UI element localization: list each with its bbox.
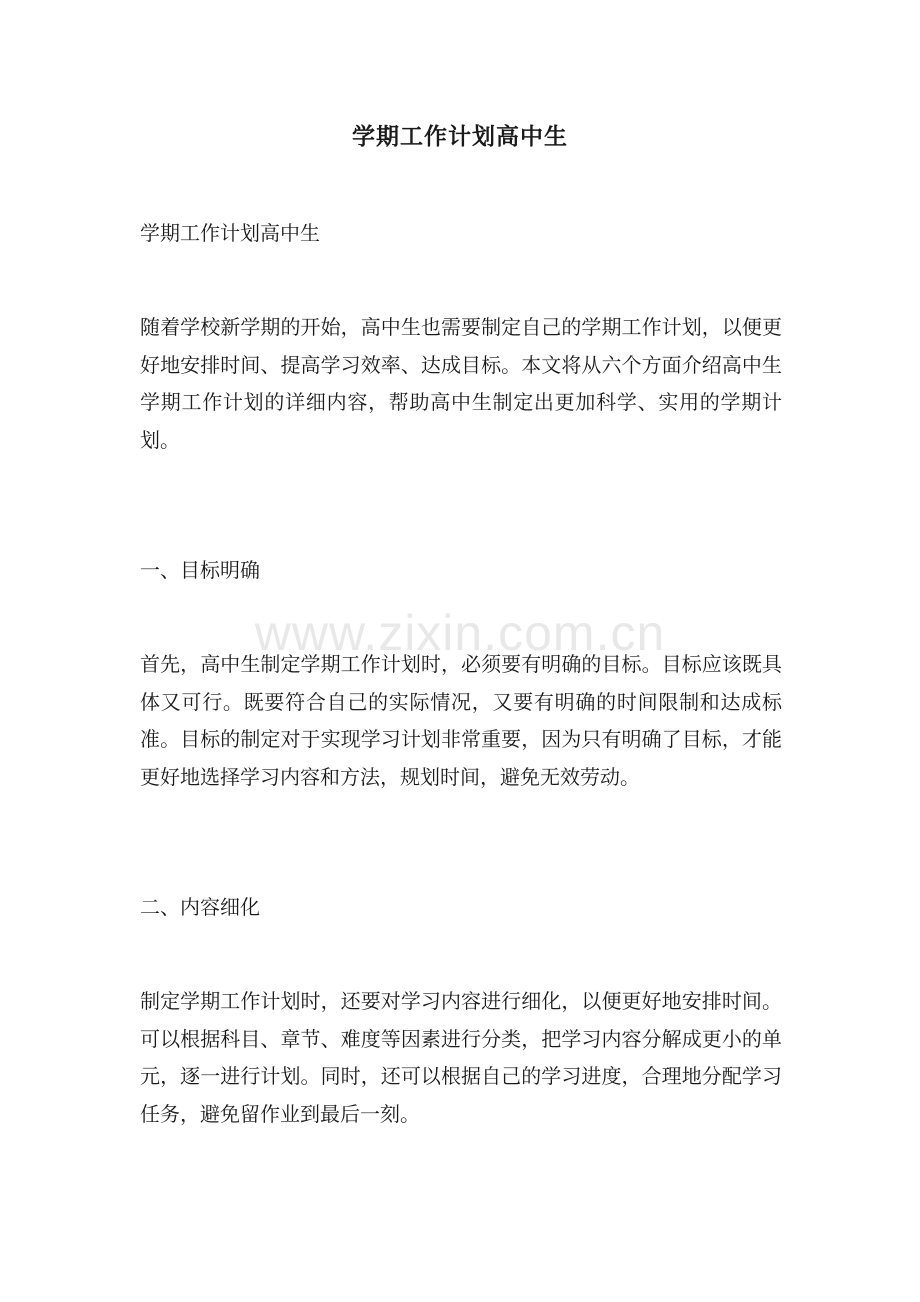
document-title: 学期工作计划高中生: [352, 123, 568, 150]
document-subtitle: 学期工作计划高中生: [140, 221, 320, 245]
section-heading-content: 二、内容细化: [140, 895, 260, 919]
section-body-content: 制定学期工作计划时，还要对学习内容进行细化，以便更好地安排时间。可以根据科目、章节、难度等因素进行分类，把学习内容分解成更小的单元，逐一进行计划。同时，还可以根据自己的学习进度，合理地分配学习任务，避免留作业到最后一刻。: [140, 989, 782, 1126]
section-heading-goals: 一、目标明确: [140, 558, 260, 582]
intro-paragraph: 随着学校新学期的开始，高中生也需要制定自己的学期工作计划，以便更好地安排时间、提高学习效率、达成目标。本文将从六个方面介绍高中生学期工作计划的详细内容，帮助高中生制定出更加科学、实用的学期计划。: [140, 315, 782, 452]
watermark-text: www.zixin.com.cn: [254, 605, 666, 661]
section-body-goals: 首先，高中生制定学期工作计划时，必须要有明确的目标。目标应该既具体又可行。既要符合自己的实际情况，又要有明确的时间限制和达成标准。目标的制定对于实现学习计划非常重要，因为只有明确了目标，才能更好地选择学习内容和方法，规划时间，避免无效劳动。: [140, 652, 782, 789]
